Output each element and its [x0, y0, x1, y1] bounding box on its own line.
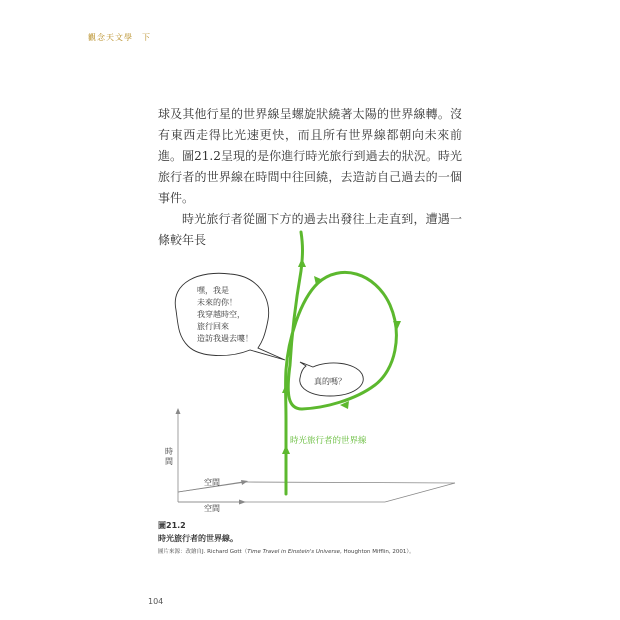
source-suffix: , Houghton Mifflin, 2001）。: [340, 549, 415, 555]
figure-caption: [158, 520, 488, 555]
plane-right-edge: [385, 483, 455, 502]
page-number: 104: [148, 597, 164, 606]
time-axis-label-2: 間: [165, 457, 173, 466]
bubble-line-4: 旅行回來: [197, 322, 229, 331]
plane-back-edge: [246, 482, 455, 483]
figure-source: [158, 547, 488, 555]
space-axis-label-front: 空間: [204, 504, 220, 513]
bubble-line-3: 我穿越時空，: [197, 310, 245, 319]
bubble-line-5: 造訪我過去嘍！: [197, 334, 253, 343]
space-axis-front-arrowhead: [239, 500, 246, 505]
bubble-line-2: 未來的你！: [197, 298, 237, 307]
small-bubble-text: 真的嗎？: [314, 377, 346, 386]
worldline-arrow-bottom: [282, 445, 290, 454]
bubble-line-1: 嘿，我是: [197, 286, 229, 295]
space-axis-label-back: 空間: [204, 478, 220, 487]
worldline-arrows: [282, 258, 401, 454]
speech-bubble-future-self: [175, 273, 285, 360]
worldline-arrow-right-loop: [393, 321, 401, 330]
source-book-title: Time Travel in Einstein's Universe: [247, 549, 341, 555]
running-head: 觀念天文學 下: [88, 33, 151, 42]
time-axis-label-1: 時: [165, 447, 173, 456]
time-axis-arrowhead: [176, 408, 181, 414]
space-axis-back-arrowhead: [241, 480, 248, 485]
paragraph-2: 時光旅行者從圖下方的過去出發往上走直到，遭遇一條較年長: [158, 212, 462, 247]
paragraph-1: 球及其他行星的世界線呈螺旋狀繞著太陽的世界線轉。沒有東西走得比光速更快，而且所有世界線都朝向未來前進。圖21.2呈現的是你進行時光旅行到過去的狀況。時光旅行者的世界線在時間中往回繞，去造訪自己過去的一個事件。: [158, 107, 462, 205]
worldline-label: 時光旅行者的世界線: [290, 436, 367, 446]
worldline-arrow-upper: [298, 258, 306, 267]
figure-title: 時光旅行者的世界線。: [158, 534, 238, 543]
source-prefix: 圖片來源：改繪自J. Richard Gott（: [158, 549, 248, 555]
figure-number: 圖21.2: [158, 521, 186, 530]
axes: [176, 408, 249, 505]
speech-bubble-past-self: [300, 362, 363, 396]
